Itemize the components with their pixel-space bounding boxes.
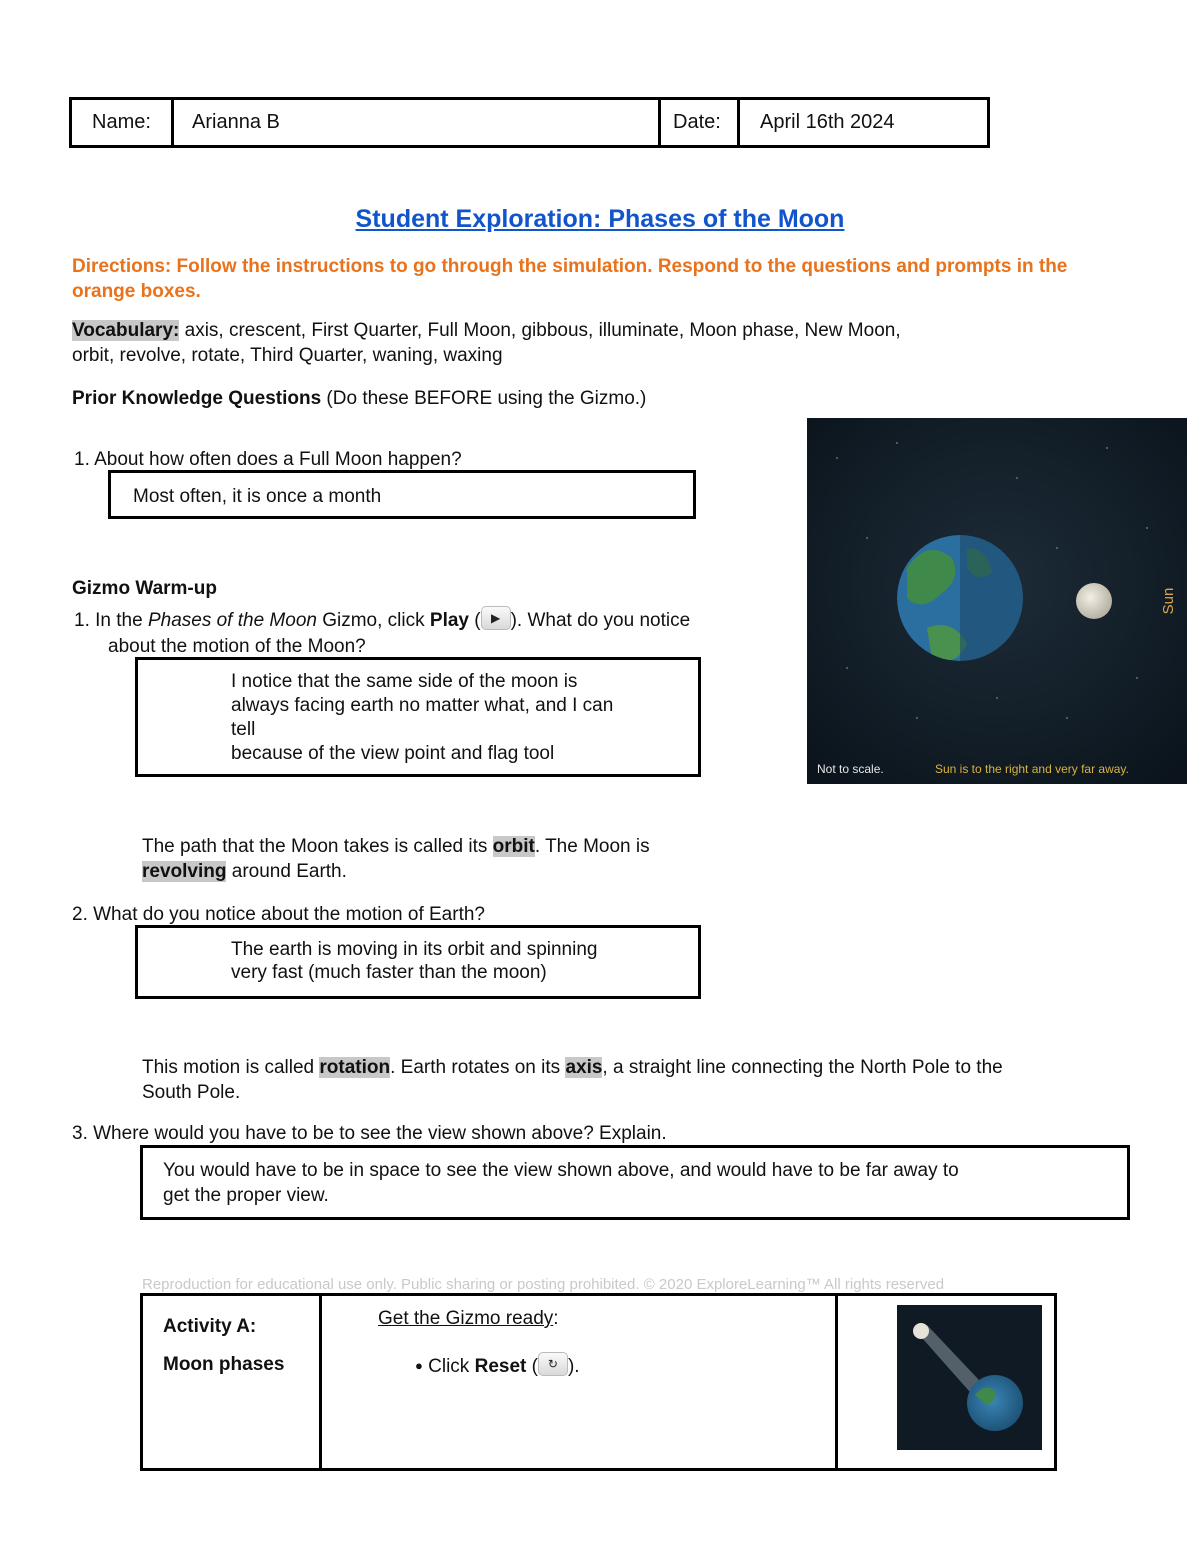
answer-box-2[interactable]: [135, 657, 701, 777]
answer-box-3[interactable]: [135, 925, 701, 999]
activity-label: Activity A: Moon phases: [163, 1316, 285, 1375]
term-rotation: rotation: [319, 1057, 391, 1078]
activity-table: [140, 1293, 1057, 1471]
warmup-question-1-line2: about the motion of the Moon?: [108, 636, 366, 657]
date-label: Date:: [673, 111, 721, 133]
figure-caption-left: Not to scale.: [817, 762, 884, 776]
moon-icon: [1076, 583, 1112, 619]
header-table: [69, 97, 990, 148]
sun-label: Sun: [1160, 587, 1177, 615]
answer-3-text: The earth is moving in its orbit and spinning very fast (much faster than the moon): [231, 939, 598, 983]
space-scene: [807, 418, 1187, 784]
date-field[interactable]: April 16th 2024: [760, 111, 895, 133]
copyright-footer: Reproduction for educational use only. Public sharing or posting prohibited. © 2020 ExploreLearning™ All rights reserved: [142, 1276, 945, 1293]
warmup-question-3: 3. Where would you have to be to see the view shown above? Explain.: [72, 1123, 667, 1144]
figure-caption-right: Sun is to the right and very far away.: [935, 762, 1129, 776]
answer-box-4[interactable]: [140, 1145, 1130, 1220]
vocabulary-line2: orbit, revolve, rotate, Third Quarter, waning, waxing: [72, 345, 503, 366]
term-revolving: revolving: [142, 861, 227, 882]
earth-icon: [967, 1375, 1023, 1431]
answer-4-text: You would have to be in space to see the view shown above, and would have to be far away to get the proper view.: [163, 1160, 959, 1206]
answer-1-text: Most often, it is once a month: [133, 486, 382, 507]
term-orbit: orbit: [492, 836, 535, 857]
vocabulary-label: Vocabulary:: [72, 320, 180, 341]
term-axis: axis: [565, 1057, 603, 1078]
warmup-question-2: 2. What do you notice about the motion of Earth?: [72, 904, 485, 925]
name-label: Name:: [92, 111, 151, 133]
reset-icon[interactable]: ↻: [538, 1352, 568, 1376]
answer-box-1[interactable]: [108, 470, 696, 519]
rotation-statement: This motion is called rotation. Earth rotates on its axis, a straight line connecting the North Pole to the South Pole.: [142, 1057, 1003, 1103]
gizmo-thumbnail: [897, 1305, 1042, 1450]
vocabulary-line1: axis, crescent, First Quarter, Full Moon, gibbous, illuminate, Moon phase, New Moon,: [179, 320, 901, 341]
answer-2-text: I notice that the same side of the moon is always facing earth no matter what, and I can tell because of the view point and flag tool: [231, 671, 614, 764]
directions-text: Directions: Follow the instructions to go through the simulation. Respond to the questions and prompts in the orange boxes.: [72, 256, 1068, 302]
earth-moon-figure: [807, 418, 1187, 784]
prior-knowledge-heading: Prior Knowledge Questions (Do these BEFORE using the Gizmo.): [72, 388, 647, 409]
name-field[interactable]: Arianna B: [192, 111, 280, 133]
warmup-question-1: 1. In the Phases of the Moon Gizmo, click Play ( ▶ ). What do you notice: [74, 608, 794, 633]
play-icon[interactable]: ▶: [481, 606, 511, 630]
vocabulary: [72, 318, 1072, 368]
orbit-statement: The path that the Moon takes is called its orbit. The Moon is revolving around Earth.: [142, 836, 650, 882]
page-title: Student Exploration: Phases of the Moon: [355, 205, 845, 233]
warmup-heading: Gizmo Warm-up: [72, 578, 217, 599]
question-1: 1. About how often does a Full Moon happen?: [74, 449, 462, 470]
moon-icon: [913, 1323, 929, 1339]
get-ready-heading: Get the Gizmo ready:: [378, 1308, 559, 1329]
reset-instruction: ● Click Reset ( ↻ ).: [415, 1353, 580, 1382]
